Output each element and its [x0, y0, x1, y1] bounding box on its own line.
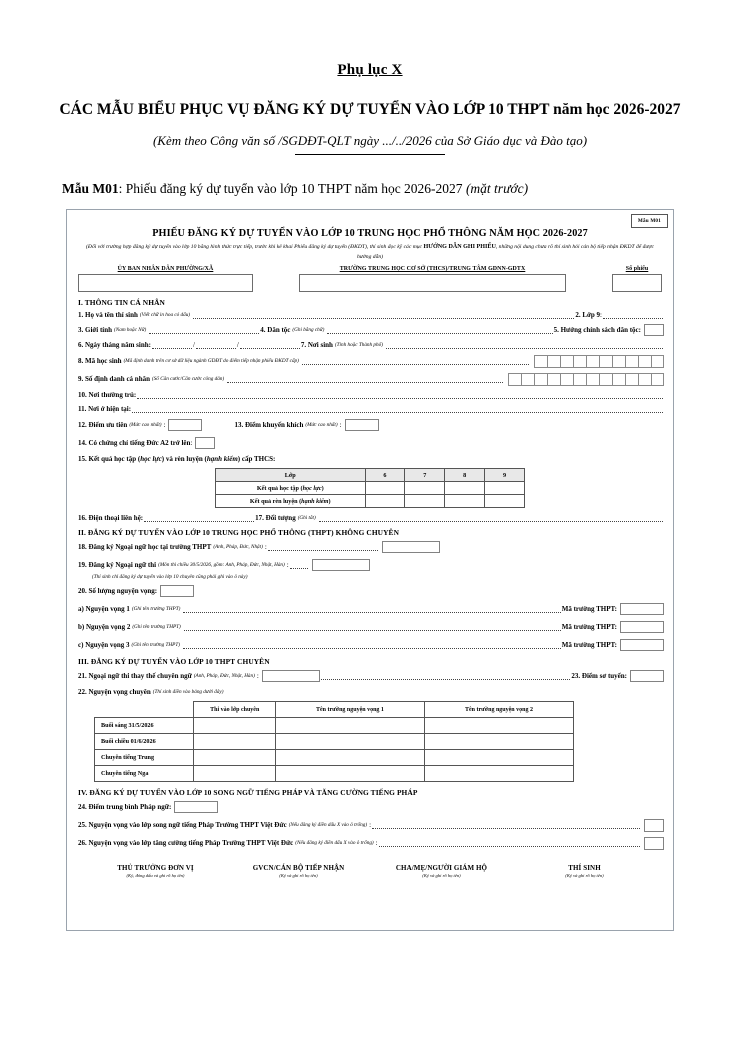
- item-21-hint: (Anh, Pháp, Đức, Nhật, Hàn): [193, 673, 255, 679]
- divider-rule: [295, 154, 445, 155]
- field-row-15: [78, 454, 664, 464]
- field-row-21: 21. Ngoại ngữ thi thay thế chuyên ngữ (Anh, Pháp, Đức, Nhật, Hàn) : 23. Điểm sơ tuyển:: [78, 669, 664, 683]
- spec-cell-3-2[interactable]: [424, 766, 573, 782]
- code-cell[interactable]: [599, 355, 612, 368]
- item-13-hint: (Mức cao nhất): [305, 422, 338, 428]
- table-header-row: [95, 702, 574, 718]
- signature-unit-head: [84, 864, 227, 878]
- item-25-hint: (Nếu đăng ký điền dấu X vào ô trống): [288, 822, 368, 828]
- grade-cell-academic-6[interactable]: [365, 482, 405, 495]
- item-12-hint: (Mức cao nhất): [129, 422, 162, 428]
- item-11-label: 11. Nơi ở hiện tại:: [78, 405, 132, 413]
- item-5-checkbox[interactable]: [644, 324, 664, 336]
- spec-header-blank: [95, 702, 194, 718]
- item-7-label: 7. Nơi sinh: [300, 341, 333, 349]
- signature-unit-head-title: THỦ TRƯỞNG ĐƠN VỊ: [117, 864, 194, 872]
- item-18-spacer: [268, 544, 378, 551]
- spec-cell-1-1[interactable]: [275, 734, 424, 750]
- code-cell[interactable]: [612, 373, 625, 386]
- signature-teacher-title: GVCN/CÁN BỘ TIẾP NHẬN: [252, 864, 345, 872]
- field-row-wish-2: [78, 620, 664, 634]
- spec-header-school-2: Tên trường nguyện vọng 2: [424, 702, 573, 718]
- code-cell[interactable]: [560, 355, 573, 368]
- wish-1-label: a) Nguyện vọng 1: [78, 605, 130, 613]
- grade-cell-academic-7[interactable]: [405, 482, 445, 495]
- item-22-label: 22. Nguyện vọng chuyên: [78, 688, 151, 696]
- item-4-label: 4. Dân tộc: [260, 326, 291, 334]
- grade-cell-conduct-8[interactable]: [445, 495, 485, 508]
- wish-2-hint: (Ghi tên trường THPT): [132, 624, 181, 630]
- item-25-spacer: [372, 822, 640, 829]
- wish-2-label: b) Nguyện vọng 2: [78, 623, 131, 631]
- field-row-12: 12. Điểm ưu tiên (Mức cao nhất) : 13. Điểm khuyến khích (Mức cao nhất) :: [78, 418, 664, 432]
- item-16-label: 16. Điện thoại liên hệ:: [78, 514, 144, 522]
- item-18-hint: (Anh, Pháp, Đức, Nhật): [213, 544, 263, 550]
- item-12-input[interactable]: [168, 419, 202, 431]
- spec-cell-2-1[interactable]: [275, 750, 424, 766]
- wish-2-school-input[interactable]: [184, 624, 561, 631]
- signature-candidate-title: THÍ SINH: [568, 864, 601, 872]
- field-row-1: 1. Họ và tên thí sinh (Viết chữ in hoa có dấu) 2. Lớp 9 :: [78, 310, 664, 320]
- spec-row-label-3: Chuyên tiếng Nga: [95, 766, 194, 782]
- field-row-18: 18. Đăng ký Ngoại ngữ học tại trường THPT (Anh, Pháp, Đức, Nhật) :: [78, 540, 664, 554]
- spec-cell-1-2[interactable]: [424, 734, 573, 750]
- field-row-wish-3: [78, 638, 664, 652]
- item-9-label: 9. Số định danh cá nhân: [78, 375, 150, 383]
- header-box-form-number-input[interactable]: [612, 274, 662, 292]
- note-part-1: (Đối với trường hợp đăng ký dự tuyển vào lớp 10 bằng hình thức trực tiếp, trước khi kê khai Phiếu đăng ký dự tuyển (ĐKDT), thí sinh đọc kỹ các mục: [86, 244, 424, 251]
- code-cell[interactable]: [521, 373, 534, 386]
- wish-3-code-label: Mã trường THPT:: [561, 641, 617, 649]
- item-7-hint: (Tỉnh hoặc Thành phố): [334, 342, 383, 348]
- field-row-24: [78, 800, 664, 814]
- item-6-day-input[interactable]: [152, 342, 192, 349]
- item-13-input[interactable]: [345, 419, 379, 431]
- item-17-hint: (Ghi tắt): [297, 515, 316, 521]
- code-cell[interactable]: [599, 373, 612, 386]
- header-box-form-number: [612, 266, 662, 292]
- spec-cell-3-1[interactable]: [275, 766, 424, 782]
- field-row-20: [78, 584, 664, 598]
- table-row: [95, 766, 574, 782]
- form-title: PHIẾU ĐĂNG KÝ DỰ TUYỂN VÀO LỚP 10 TRUNG HỌC PHỔ THÔNG NĂM HỌC 2026-2027: [152, 228, 588, 240]
- registration-form-sheet: [66, 209, 674, 931]
- table-row: [95, 718, 574, 734]
- specialized-wish-table: [94, 701, 574, 782]
- item-19-label: 19. Đăng ký Ngoại ngữ thi: [78, 561, 157, 569]
- grade-row-label-academic: Kết quả học tập (học lực): [216, 482, 366, 495]
- item-6-label: 6. Ngày tháng năm sinh:: [78, 341, 151, 349]
- item-20-label: 20. Số lượng nguyện vọng:: [78, 587, 158, 595]
- item-19-spacer: [290, 562, 308, 569]
- code-cell[interactable]: [638, 373, 651, 386]
- grade-table-header-class: Lớp: [216, 469, 366, 482]
- item-21-label: 21. Ngoại ngữ thi thay thế chuyên ngữ: [78, 672, 192, 680]
- wish-3-code-input[interactable]: [620, 639, 664, 651]
- item-12-label: 12. Điểm ưu tiên: [78, 421, 128, 429]
- item-23-input[interactable]: [630, 670, 664, 682]
- item-1-label: 1. Họ và tên thí sinh: [78, 311, 138, 319]
- wish-1-school-input[interactable]: [183, 606, 560, 613]
- signature-row: [84, 864, 656, 878]
- item-21-spacer: [321, 673, 571, 680]
- grade-cell-conduct-7[interactable]: [405, 495, 445, 508]
- spec-header-subject: Thi vào lớp chuyên: [194, 702, 276, 718]
- grade-header-7: 7: [405, 469, 445, 482]
- item-23-label: 23. Điểm sơ tuyển:: [571, 672, 627, 680]
- grade-row-label-conduct: Kết quả rèn luyện (hạnh kiểm): [216, 495, 366, 508]
- item-8-hint: (Mã định danh trên cơ sở dữ liệu ngành GDĐT do điểm tiếp nhận phiếu ĐKDT cấp): [123, 358, 299, 364]
- grade-cell-academic-8[interactable]: [445, 482, 485, 495]
- wish-2-code-label: Mã trường THPT:: [561, 623, 617, 631]
- grade-cell-conduct-6[interactable]: [365, 495, 405, 508]
- item-2-input[interactable]: [603, 312, 663, 319]
- field-row-16: [78, 513, 664, 523]
- item-10-input[interactable]: [137, 392, 663, 399]
- item-25-checkbox[interactable]: [644, 819, 664, 832]
- item-14-checkbox[interactable]: [195, 437, 215, 449]
- item-11-input[interactable]: [132, 406, 663, 413]
- item-8-spacer: [302, 358, 529, 365]
- item-7-input[interactable]: [386, 342, 663, 349]
- code-cell[interactable]: [651, 355, 664, 368]
- code-cell[interactable]: [534, 355, 547, 368]
- form-caption-code: Mẫu M01: [62, 181, 119, 197]
- header-box-form-number-label: Số phiếu: [625, 266, 649, 272]
- item-24-label: 24. Điểm trung bình Pháp ngữ:: [78, 803, 172, 811]
- document-title: CÁC MẪU BIỂU PHỤC VỤ ĐĂNG KÝ DỰ TUYỂN VÀO LỚP 10 THPT năm học 2026-2027: [59, 101, 681, 118]
- item-26-checkbox[interactable]: [644, 837, 664, 850]
- field-row-22: [78, 687, 664, 697]
- code-cell[interactable]: [573, 373, 586, 386]
- field-row-26: 26. Nguyện vọng vào lớp tăng cường tiếng Pháp Trường THPT Việt Đức (Nếu đăng ký điền dấu X vào ô trống) :: [78, 836, 664, 850]
- item-26-hint: (Nếu đăng ký điền dấu X vào ô trống): [295, 840, 374, 846]
- field-row-6: 6. Ngày tháng năm sinh: / / 7. Nơi sinh (Tỉnh hoặc Thành phố): [78, 340, 664, 350]
- spec-cell-0-1[interactable]: [275, 718, 424, 734]
- item-19-subnote: (Thí sinh chỉ đăng ký dự tuyển vào lớp 10 chuyên cũng phải ghi vào ô này): [92, 574, 248, 580]
- field-row-wish-1: [78, 602, 664, 616]
- item-4-input[interactable]: [327, 327, 552, 334]
- item-5-label: 5. Hưởng chính sách dân tộc:: [553, 326, 641, 334]
- field-row-19: 19. Đăng ký Ngoại ngữ thi (Môn thi chiều 30/5/2026, gồm: Anh, Pháp, Đức, Nhật, Hàn) :: [78, 558, 664, 572]
- header-box-ward-input[interactable]: [78, 274, 253, 292]
- signature-guardian: [370, 864, 513, 878]
- code-cell[interactable]: [625, 355, 638, 368]
- header-box-ward-label: ỦY BAN NHÂN DÂN PHƯỜNG/XÃ: [117, 266, 214, 272]
- spec-cell-2-2[interactable]: [424, 750, 573, 766]
- section-2-heading: II. ĐĂNG KÝ DỰ TUYỂN VÀO LỚP 10 TRUNG HỌC PHỔ THÔNG (THPT) KHÔNG CHUYÊN: [78, 528, 400, 537]
- item-17-label: 17. Đối tượng: [255, 514, 296, 522]
- item-3-label: 3. Giới tính: [78, 326, 113, 334]
- wish-3-label: c) Nguyện vọng 3: [78, 641, 130, 649]
- document-subtitle: (Kèm theo Công văn số /SGDĐT-QLT ngày .../../2026 của Sở Giáo dục và Đào tạo): [152, 133, 588, 149]
- item-10-label: 10. Nơi thường trú:: [78, 391, 137, 399]
- wish-1-code-input[interactable]: [620, 603, 664, 615]
- item-4-hint: (Ghi bằng chữ): [292, 327, 325, 333]
- section-4-heading: IV. ĐĂNG KÝ DỰ TUYỂN VÀO LỚP 10 SONG NGỮ TIẾNG PHÁP VÀ TĂNG CƯỜNG TIẾNG PHÁP: [78, 788, 418, 797]
- form-caption-text: : Phiếu đăng ký dự tuyển vào lớp 10 THPT năm học 2026-2027: [118, 181, 466, 197]
- item-13-label: 13. Điểm khuyến khích: [234, 421, 304, 429]
- item-26-spacer: [379, 840, 640, 847]
- wish-2-code-input[interactable]: [620, 621, 664, 633]
- item-19-input[interactable]: [312, 559, 370, 571]
- signature-teacher: [227, 864, 370, 878]
- spec-cell-0-0[interactable]: [194, 718, 276, 734]
- field-row-14: 14. Có chứng chỉ tiếng Đức A2 trở lên :: [78, 436, 664, 450]
- item-26-label: 26. Nguyện vọng vào lớp tăng cường tiếng Pháp Trường THPT Việt Đức: [78, 839, 294, 847]
- spec-cell-3-0[interactable]: [194, 766, 276, 782]
- wish-1-code-label: Mã trường THPT:: [561, 605, 617, 613]
- code-cell[interactable]: [508, 373, 521, 386]
- item-8-code-cells[interactable]: [534, 355, 664, 368]
- item-3-hint: (Nam hoặc Nữ): [114, 327, 147, 333]
- grade-cell-academic-9[interactable]: [485, 482, 525, 495]
- header-box-school-label: TRƯỜNG TRUNG HỌC CƠ SỞ (THCS)/TRUNG TÂM GDNN-GDTX: [339, 266, 526, 272]
- item-24-input[interactable]: [174, 801, 218, 813]
- signature-guardian-title: CHA/MẸ/NGƯỜI GIÁM HỘ: [395, 864, 488, 872]
- item-14-label: 14. Có chứng chỉ tiếng Đức A2 trở lên: [78, 439, 191, 447]
- spec-row-label-1: Buổi chiều 01/6/2026: [95, 734, 194, 750]
- section-3-heading: III. ĐĂNG KÝ DỰ TUYỂN VÀO LỚP 10 THPT CHUYÊN: [78, 657, 270, 666]
- spec-cell-2-0[interactable]: [194, 750, 276, 766]
- table-row: [216, 495, 525, 508]
- field-row-25: 25. Nguyện vọng vào lớp song ngữ tiếng Pháp Trường THPT Việt Đức (Nếu đăng ký điền dấu X vào ô trống) :: [78, 818, 664, 832]
- note-emphasis: HƯỚNG DẪN GHI PHIẾU: [423, 244, 496, 251]
- item-15-label: 15. Kết quả học tập (học lực) và rèn luyện (hạnh kiểm) cấp THCS:: [78, 455, 276, 463]
- table-row: [216, 482, 525, 495]
- item-18-label: 18. Đăng ký Ngoại ngữ học tại trường THPT: [78, 543, 212, 551]
- item-6-year-input[interactable]: [240, 342, 300, 349]
- signature-unit-head-note: (Ký, đóng dấu và ghi rõ họ tên): [126, 873, 185, 878]
- item-17-input[interactable]: [319, 515, 663, 522]
- code-cell[interactable]: [560, 373, 573, 386]
- item-3-input[interactable]: [149, 327, 259, 334]
- item-22-hint: (Thí sinh điền vào bảng dưới đây): [152, 689, 224, 695]
- signature-teacher-note: (Ký và ghi rõ họ tên): [279, 873, 318, 878]
- grade-cell-conduct-9[interactable]: [485, 495, 525, 508]
- spec-header-school-1: Tên trường nguyện vọng 1: [275, 702, 424, 718]
- item-6-month-input[interactable]: [196, 342, 236, 349]
- appendix-title: Phụ lục X: [337, 62, 403, 78]
- code-cell[interactable]: [586, 373, 599, 386]
- header-box-ward: [78, 266, 253, 292]
- spec-row-label-0: Buổi sáng 31/5/2026: [95, 718, 194, 734]
- field-row-8: [78, 354, 664, 368]
- form-caption: [52, 181, 688, 197]
- item-1-hint: (Viết chữ in hoa có dấu): [139, 312, 191, 318]
- item-16-input[interactable]: [144, 515, 254, 522]
- grade-header-9: 9: [485, 469, 525, 482]
- field-row-3: [78, 324, 664, 336]
- spec-cell-0-2[interactable]: [424, 718, 573, 734]
- header-box-school: [299, 266, 566, 292]
- code-cell[interactable]: [586, 355, 599, 368]
- code-cell[interactable]: [638, 355, 651, 368]
- form-instruction-note: [84, 243, 656, 261]
- item-8-label: 8. Mã học sinh: [78, 357, 122, 365]
- spec-row-label-2: Chuyên tiếng Trung: [95, 750, 194, 766]
- code-cell[interactable]: [573, 355, 586, 368]
- item-19-hint: (Môn thi chiều 30/5/2026, gồm: Anh, Pháp, Đức, Nhật, Hàn): [158, 562, 285, 568]
- field-row-11: [78, 404, 664, 414]
- form-caption-side: (mặt trước): [465, 181, 529, 197]
- grade-header-8: 8: [445, 469, 485, 482]
- signature-guardian-note: (Ký và ghi rõ họ tên): [422, 873, 461, 878]
- wish-3-school-input[interactable]: [183, 642, 561, 649]
- table-header-row: [216, 469, 525, 482]
- item-21-input[interactable]: [262, 670, 320, 682]
- code-cell[interactable]: [612, 355, 625, 368]
- section-1-heading: I. THÔNG TIN CÁ NHÂN: [78, 298, 165, 307]
- item-20-input[interactable]: [160, 585, 194, 597]
- code-cell[interactable]: [547, 355, 560, 368]
- table-row: [95, 734, 574, 750]
- item-25-label: 25. Nguyện vọng vào lớp song ngữ tiếng Pháp Trường THPT Việt Đức: [78, 821, 287, 829]
- item-9-spacer: [227, 376, 503, 383]
- spec-cell-1-0[interactable]: [194, 734, 276, 750]
- grade-header-6: 6: [365, 469, 405, 482]
- grade-results-table: [215, 468, 525, 508]
- code-cell[interactable]: [547, 373, 560, 386]
- form-code-badge: Mẫu M01: [631, 214, 668, 228]
- form-header-boxes: [78, 266, 662, 292]
- wish-1-hint: (Ghi tên trường THPT): [131, 606, 181, 612]
- signature-candidate-note: (Ký và ghi rõ họ tên): [565, 873, 604, 878]
- table-row: [95, 750, 574, 766]
- field-row-9: [78, 372, 664, 386]
- header-box-school-input[interactable]: [299, 274, 566, 292]
- item-9-hint: (Số Căn cước/Căn cước công dân): [151, 376, 225, 382]
- item-2-label: 2. Lớp 9: [575, 311, 601, 319]
- code-cell[interactable]: [625, 373, 638, 386]
- field-row-10: [78, 390, 664, 400]
- item-1-input[interactable]: [193, 312, 574, 319]
- wish-3-hint: (Ghi tên trường THPT): [131, 642, 180, 648]
- item-18-input[interactable]: [382, 541, 440, 553]
- signature-candidate: [513, 864, 656, 878]
- code-cell[interactable]: [651, 373, 664, 386]
- note-part-2: , những nội dung chưa rõ thí sinh hỏi cán bộ tiếp nhận ĐKDT để được hướng dẫn): [356, 244, 654, 260]
- item-9-code-cells[interactable]: [508, 373, 664, 386]
- code-cell[interactable]: [534, 373, 547, 386]
